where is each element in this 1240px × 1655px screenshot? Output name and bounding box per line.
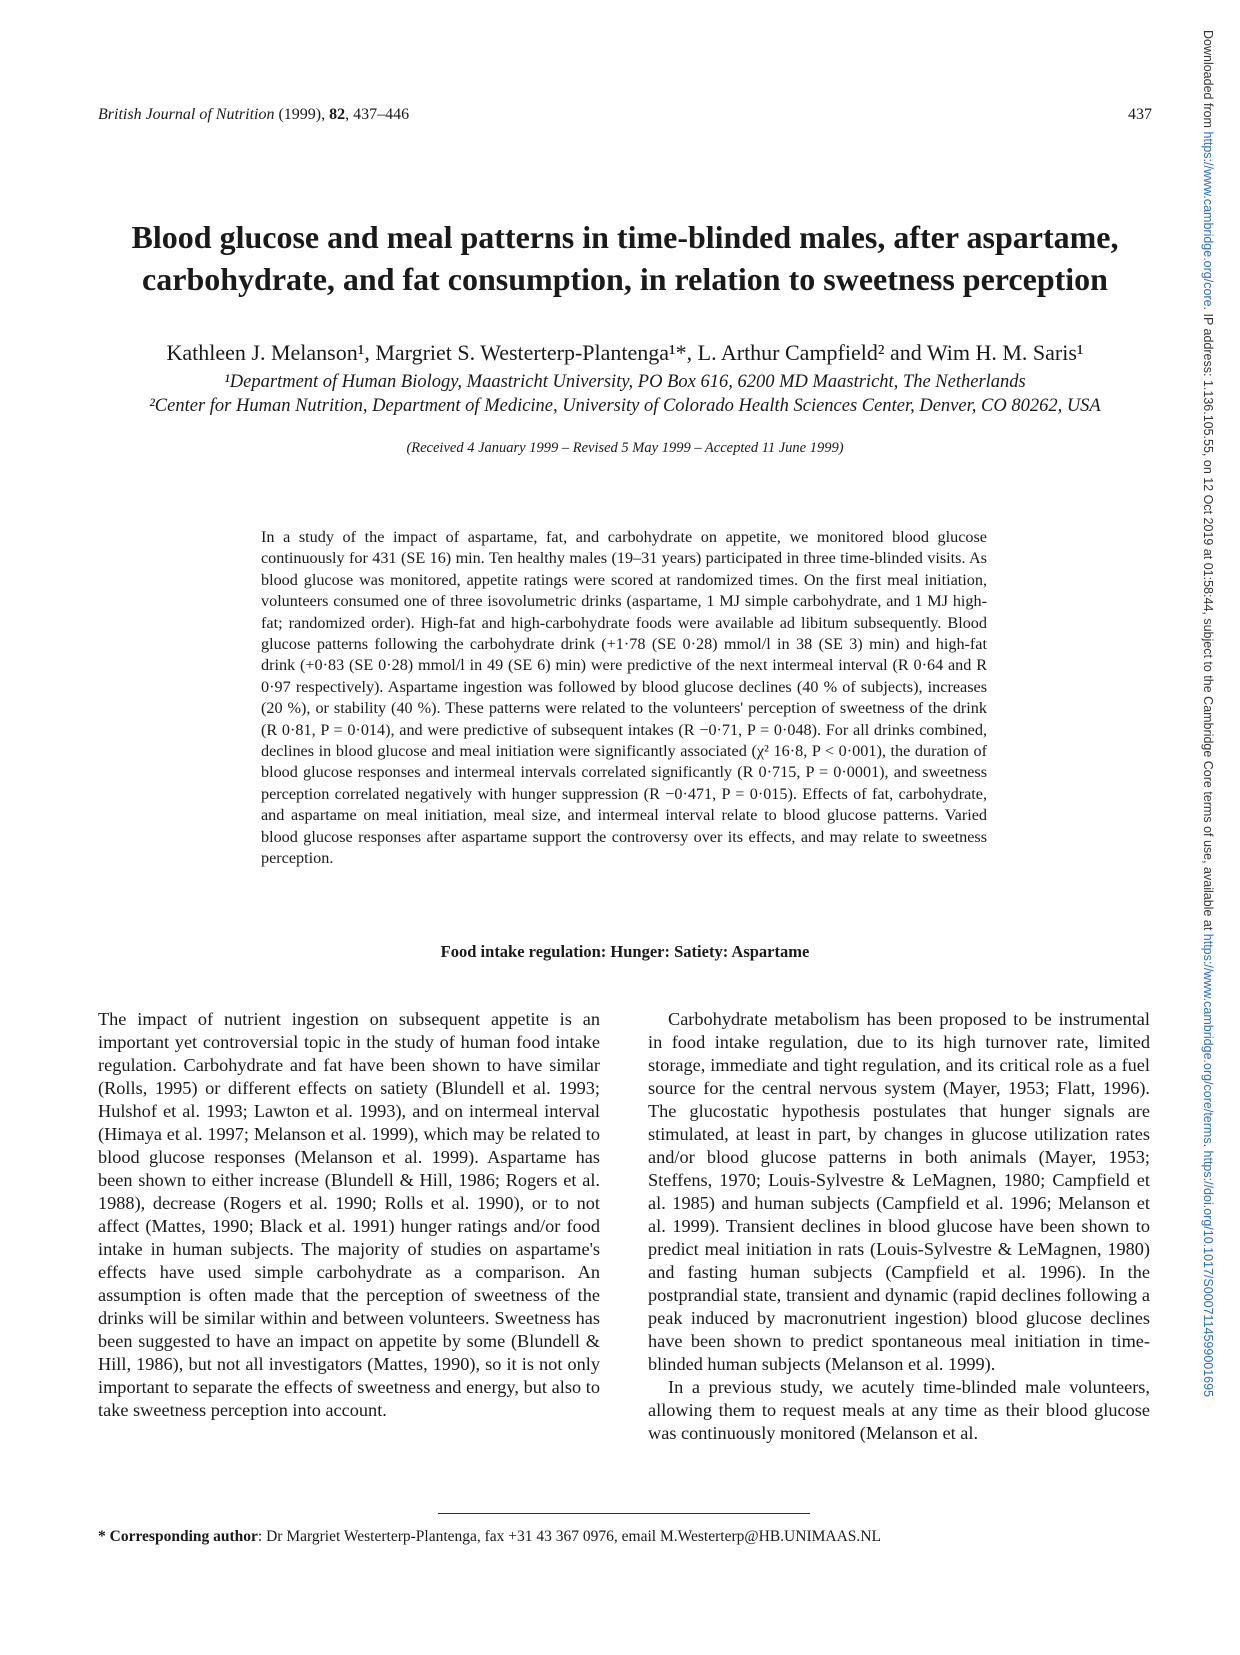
body-paragraph: In a previous study, we acutely time-blinded male volunteers, allowing them to request meals at any time as their blood glucose was continuously monitored (Melanson et al. <box>648 1377 1150 1443</box>
running-header <box>98 106 409 124</box>
download-notice-sidebar <box>1195 30 1225 1530</box>
journal-name: British Journal of Nutrition <box>98 106 275 123</box>
body-paragraph: Carbohydrate metabolism has been proposed to be instrumental in food intake regulation, due to its high turnover rate, limited storage, immediate and tight regulation, and its critical role as a fuel source for the central nervous system (Mayer, 1953; Flatt, 1996). The glucostatic hypothesis postulates that hunger signals are stimulated, at least in part, by changes in glucose utilization rates and/or blood glucose patterns in both animals (Mayer, 1953; Steffens, 1970; Louis-Sylvestre & LeMagnen, 1980; Campfield et al. 1985) and human subjects (Campfield et al. 1996; Melanson et al. 1999). Transient declines in blood glucose have been shown to predict meal initiation in rats (Louis-Sylvestre & LeMagnen, 1980) and fasting human subjects (Campfield et al. 1996). In the postprandial state, transient and dynamic (rapid declines following a peak induced by macronutrient ingestion) blood glucose declines have been shown to predict spontaneous meal initiation in time-blinded human subjects (Melanson et al. 1999). <box>648 1009 1150 1374</box>
download-prefix: Downloaded from <box>1201 30 1215 132</box>
affiliation-2: ²Center for Human Nutrition, Department of Medicine, University of Colorado Health Sciences Center, Denver, CO 80262, USA <box>149 396 1101 416</box>
terms-link[interactable]: https://www.cambridge.org/core/terms <box>1201 933 1215 1144</box>
body-left-column <box>98 1008 600 1422</box>
received-dates: (Received 4 January 1999 – Revised 5 May 1999 – Accepted 11 June 1999) <box>406 440 844 456</box>
author-list: Kathleen J. Melanson¹, Margriet S. Westerterp-Plantenga¹*, L. Arthur Campfield² and Wim H. M. Saris¹ <box>166 340 1084 365</box>
abstract: In a study of the impact of aspartame, fat, and carbohydrate on appetite, we monitored blood glucose continuously for 431 (SE 16) min. Ten healthy males (19–31 years) participated in three time-blinded visits. As blood glucose was monitored, appetite ratings were scored at randomized times. On the first meal initiation, volunteers consumed one of three isovolumetric drinks (aspartame, 1 MJ simple carbohydrate, and 1 MJ high-fat; randomized order). High-fat and high-carbohydrate foods were available ad libitum subsequently. Blood glucose patterns following the carbohydrate drink (+1·78 (SE 0·28) mmol/l in 38 (SE 3) min) and high-fat drink (+0·83 (SE 0·28) mmol/l in 49 (SE 6) min) were predictive of the next intermeal interval (R 0·64 and R 0·97 respectively). Aspartame ingestion was followed by blood glucose declines (40 % of subjects), increases (20 %), or stability (40 %). These patterns were related to the volunteers' perception of sweetness of the drink (R 0·81, P = 0·014), and were predictive of subsequent intakes (R −0·71, P = 0·048). For all drinks combined, declines in blood glucose and meal initiation were significantly associated (χ² 16·8, P < 0·001), the duration of blood glucose responses and intermeal intervals correlated significantly (R 0·715, P = 0·0001), and sweetness perception correlated negatively with hunger suppression (R −0·471, P = 0·015). Effects of fat, carbohydrate, and aspartame on meal initiation, meal size, and intermeal interval relate to blood glucose patterns. Varied blood glucose responses after aspartame support the controversy over its effects, and may relate to sweetness perception. <box>261 528 987 868</box>
journal-year: (1999), <box>278 106 326 123</box>
footnote-label: * Corresponding author <box>98 1528 258 1545</box>
cambridge-core-link[interactable]: https://www.cambridge.org/core <box>1201 131 1215 307</box>
journal-volume: 82 <box>329 106 346 123</box>
footnote-text: : Dr Margriet Westerterp-Plantenga, fax +31 43 367 0976, email M.Westerterp@HB.UNIMAAS.NL <box>257 1528 881 1545</box>
body-right-column <box>648 1008 1150 1445</box>
affiliation-1: ¹Department of Human Biology, Maastricht University, PO Box 616, 6200 MD Maastricht, The Netherlands <box>224 372 1026 392</box>
footnote <box>98 1528 881 1546</box>
download-middle: . IP address: 1.136.105.55, on 12 Oct 2019 at 01:58:44, subject to the Cambridge Core terms of use, available at <box>1201 306 1215 934</box>
keywords: Food intake regulation: Hunger: Satiety: Aspartame <box>440 942 810 961</box>
page-number: 437 <box>1128 106 1152 123</box>
body-paragraph: The impact of nutrient ingestion on subsequent appetite is an important yet controversial topic in the study of human food intake regulation. Carbohydrate and fat have been shown to have similar (Rolls, 1995) or different effects on satiety (Blundell et al. 1993; Hulshof et al. 1993; Lawton et al. 1993), and on intermeal interval (Himaya et al. 1997; Melanson et al. 1999), which may be related to blood glucose responses (Melanson et al. 1999). Aspartame has been shown to either increase (Blundell & Hill, 1986; Rogers et al. 1988), decrease (Rogers et al. 1990; Rolls et al. 1990), or to not affect (Mattes, 1990; Black et al. 1991) hunger ratings and/or food intake in human subjects. The majority of studies on aspartame's effects have used simple carbohydrate as a comparison. An assumption is often made that the perception of sweetness of the drinks will be similar within and between volunteers. Sweetness has been suggested to have an impact on appetite by some (Blundell & Hill, 1986), but not all investigators (Mattes, 1990), so it is not only important to separate the effects of sweetness and energy, but also to take sweetness perception into account. <box>98 1009 600 1420</box>
journal-pages: , 437–446 <box>345 106 410 123</box>
footnote-divider <box>438 1513 810 1514</box>
article-title: Blood glucose and meal patterns in time-blinded males, after aspartame, carbohydrate, and fat consumption, in relation to sweetness perception <box>131 219 1119 297</box>
download-notice <box>1201 30 1215 1530</box>
download-sep: . <box>1201 1143 1215 1151</box>
doi-link[interactable]: https://doi.org/10.1017/S0007114599001695 <box>1201 1150 1215 1398</box>
